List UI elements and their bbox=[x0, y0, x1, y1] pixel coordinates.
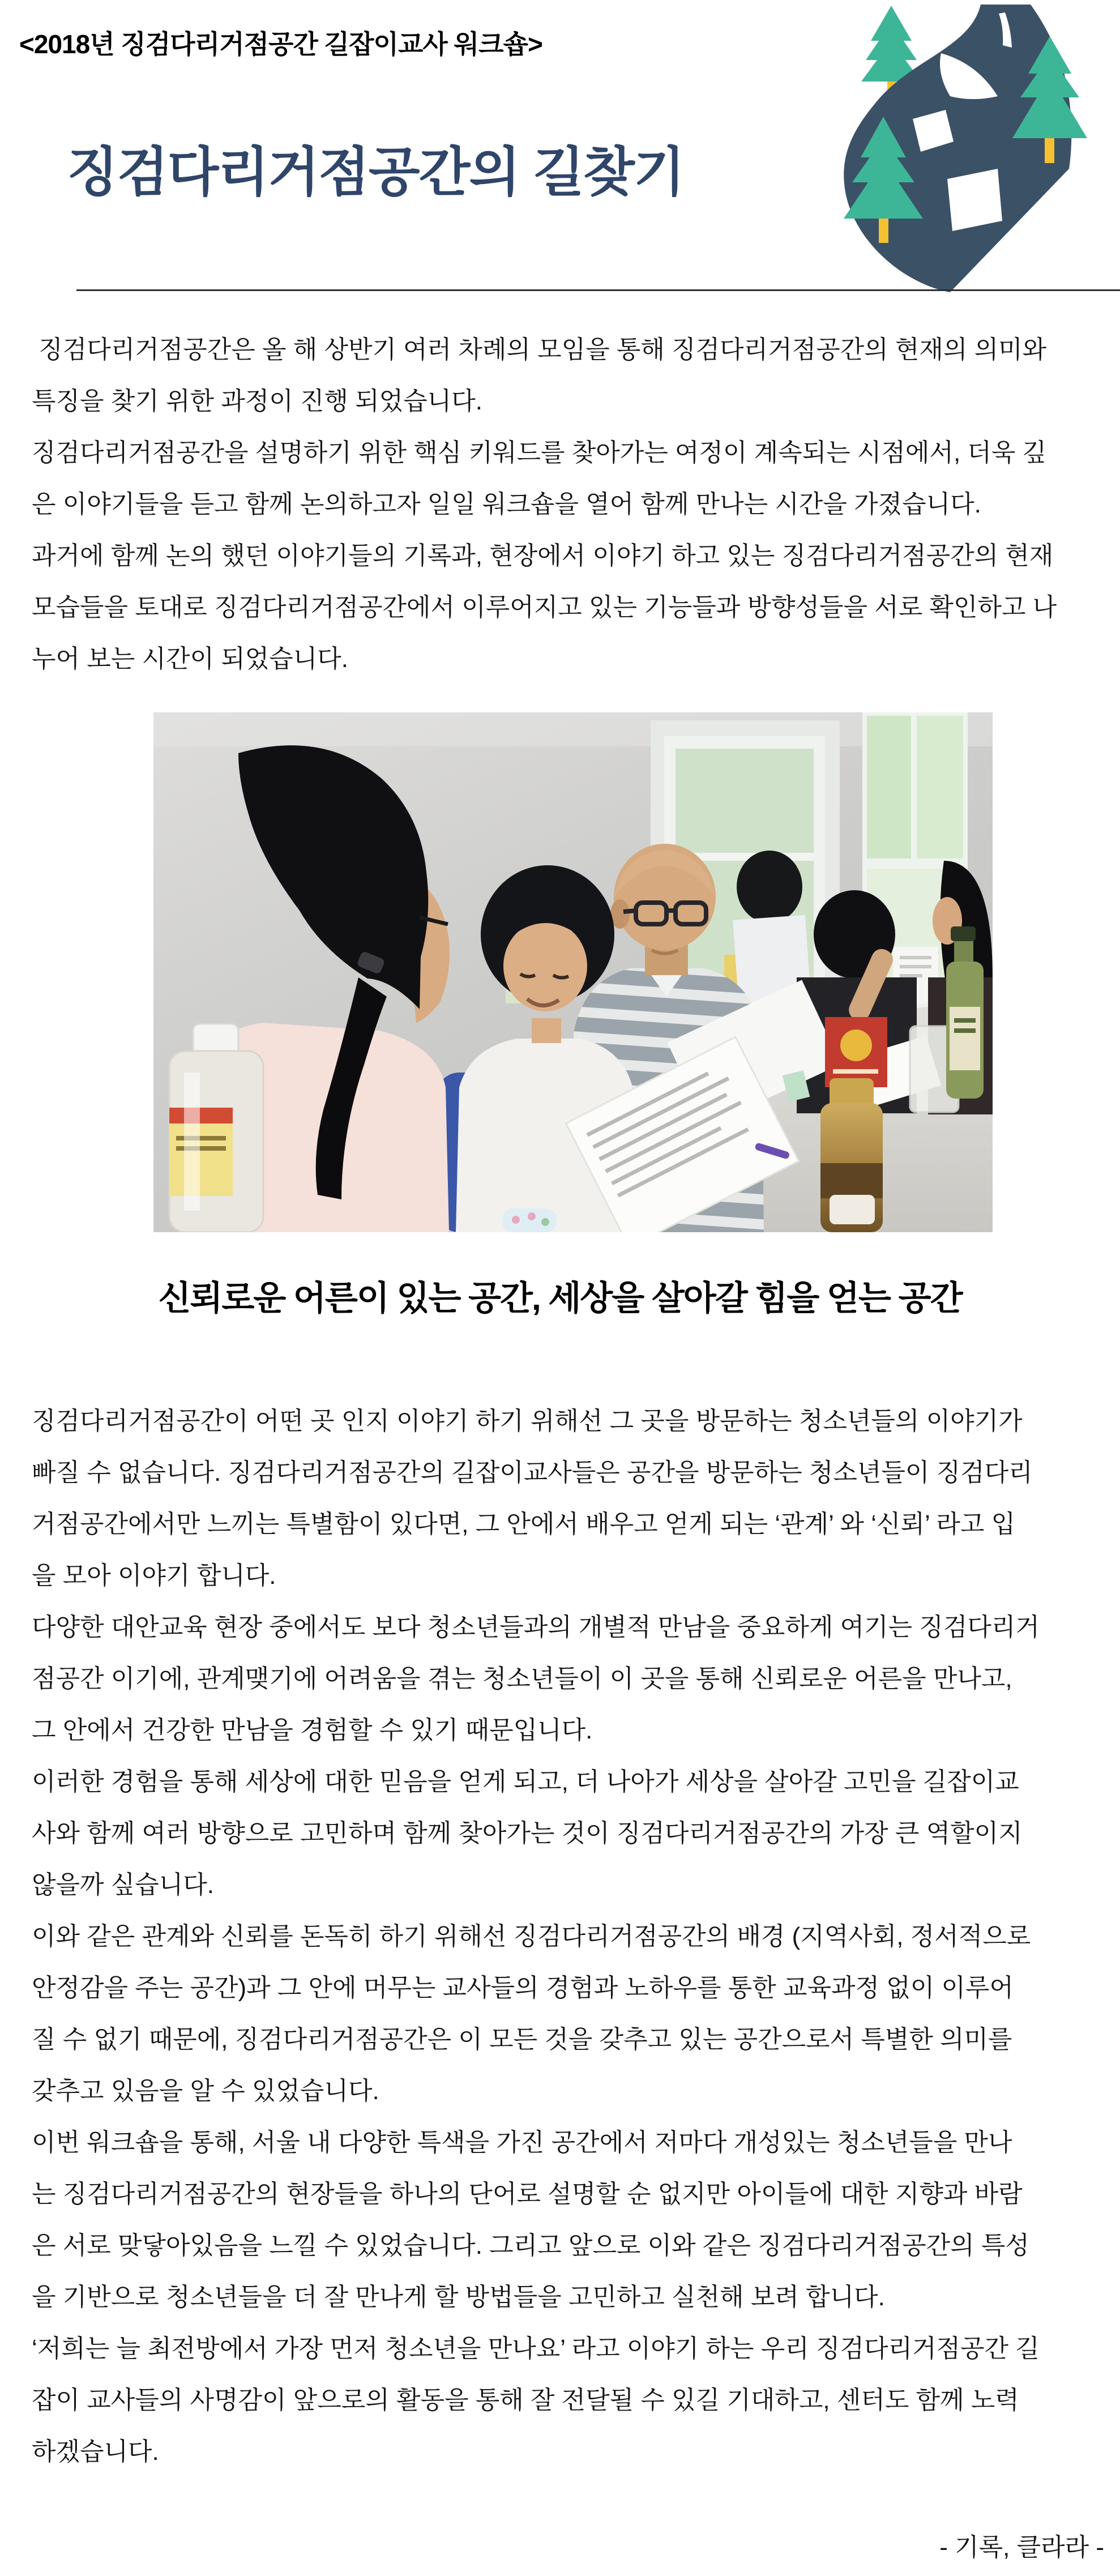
text-line: 누어 보는 시간이 되었습니다. bbox=[32, 645, 348, 673]
horizontal-divider bbox=[76, 289, 1120, 291]
text-line: 빠질 수 없습니다. 징검다리거점공간의 길잡이교사들은 공간을 방문하는 청소년들이 징검다리 bbox=[32, 1459, 1033, 1486]
red-box bbox=[825, 1017, 887, 1087]
body-paragraph bbox=[32, 1395, 1102, 2477]
text-line: 는 징검다리거점공간의 현장들을 하나의 단어로 설명할 순 없지만 아이들에 대한 지향과 바람 bbox=[32, 2180, 1023, 2208]
text-line: 을 기반으로 청소년들을 더 잘 만나게 할 방법들을 고민하고 실천해 보려 합니다. bbox=[32, 2283, 885, 2311]
text-line: 과거에 함께 논의 했던 이야기들의 기록과, 현장에서 이야기 하고 있는 징검다리거점공간의 현재 bbox=[32, 542, 1054, 570]
intro-paragraph bbox=[32, 324, 1102, 685]
photo-caption: 신뢰로운 어른이 있는 공간, 세상을 살아갈 힘을 얻는 공간 bbox=[158, 1279, 962, 1317]
workshop-photo bbox=[153, 712, 993, 1232]
water-bottle bbox=[169, 1024, 263, 1232]
text-line: 징검다리거점공간은 올 해 상반기 여러 차례의 모임을 통해 징검다리거점공간의 현재의 의미와 bbox=[32, 336, 1047, 364]
text-line: 징검다리거점공간이 어떤 곳 인지 이야기 하기 위해선 그 곳을 방문하는 청소년들의 이야기가 bbox=[32, 1407, 1023, 1435]
text-line: 특징을 찾기 위한 과정이 진행 되었습니다. bbox=[32, 387, 482, 415]
text-line: 안정감을 주는 공간)과 그 안에 머무는 교사들의 경험과 노하우를 통한 교육과정 없이 이루어 bbox=[32, 1974, 1014, 2002]
text-line: 사와 함께 여러 방향으로 고민하며 함께 찾아가는 것이 징검다리거점공간의 가장 큰 역할이지 bbox=[32, 1819, 1023, 1847]
text-line: 징검다리거점공간을 설명하기 위한 핵심 키워드를 찾아가는 여정이 계속되는 시점에서, 더욱 깊 bbox=[32, 439, 1047, 467]
text-line: 이번 워크숍을 통해, 서울 내 다양한 특색을 가진 공간에서 저마다 개성있는 청소년들을 만나 bbox=[32, 2129, 1012, 2156]
text-line: 그 안에서 건강한 만남을 경험할 수 있기 때문입니다. bbox=[32, 1716, 593, 1744]
text-line: 모습들을 토대로 징검다리거점공간에서 이루어지고 있는 기능들과 방향성들을 서로 확인하고 나 bbox=[32, 593, 1057, 621]
text-line: 거점공간에서만 느끼는 특별함이 있다면, 그 안에서 배우고 얻게 되는 ‘관계’ 와 ‘신뢰’ 라고 입 bbox=[32, 1510, 1016, 1538]
text-line: ‘저희는 늘 최전방에서 가장 먼저 청소년을 만나요’ 라고 이야기 하는 우리 징검다리거점공간 길 bbox=[32, 2335, 1040, 2363]
text-line: 다양한 대안교육 현장 중에서도 보다 청소년들과의 개별적 만남을 중요하게 여기는 징검다리거 bbox=[32, 1613, 1040, 1641]
road-pines-logo bbox=[810, 0, 1120, 294]
text-line: 은 서로 맞닿아있음을 느낄 수 있었습니다. 그리고 앞으로 이와 같은 징검다리거점공간의 특성 bbox=[32, 2232, 1029, 2259]
text-line: 질 수 없기 때문에, 징검다리거점공간은 이 모든 것을 갖추고 있는 공간으로서 특별한 의미를 bbox=[32, 2026, 1012, 2053]
text-line: 을 모아 이야기 합니다. bbox=[32, 1562, 276, 1590]
page-title: 징검다리거점공간의 길찾기 bbox=[67, 142, 684, 202]
text-line: 갖추고 있음을 알 수 있었습니다. bbox=[32, 2077, 379, 2105]
text-line: 잡이 교사들의 사명감이 앞으로의 활동을 통해 잘 전달될 수 있길 기대하고, 센터도 함께 노력 bbox=[32, 2386, 1019, 2414]
text-line: 이러한 경험을 통해 세상에 대한 믿음을 얻게 되고, 더 나아가 세상을 살아갈 고민을 길잡이교 bbox=[32, 1768, 1019, 1796]
text-line: 은 이야기들을 듣고 함께 논의하고자 일일 워크숍을 열어 함께 만나는 시간을 가졌습니다. bbox=[32, 490, 981, 518]
pouch bbox=[502, 1208, 557, 1232]
text-line: 않을까 싶습니다. bbox=[32, 1871, 214, 1899]
text-line: 이와 같은 관계와 신뢰를 돈독히 하기 위해선 징검다리거점공간의 배경 (지역사회, 정서적으로 bbox=[32, 1923, 1031, 1950]
coffee-bottle bbox=[820, 1078, 883, 1232]
event-title: <2018년 징검다리거점공간 길잡이교사 워크숍> bbox=[19, 29, 542, 59]
text-line: 하겠습니다. bbox=[32, 2438, 159, 2466]
signature: - 기록, 클라라 - bbox=[939, 2534, 1104, 2561]
text-line: 점공간 이기에, 관계맺기에 어려움을 겪는 청소년들이 이 곳을 통해 신뢰로운 어른을 만나고, bbox=[32, 1665, 1012, 1693]
